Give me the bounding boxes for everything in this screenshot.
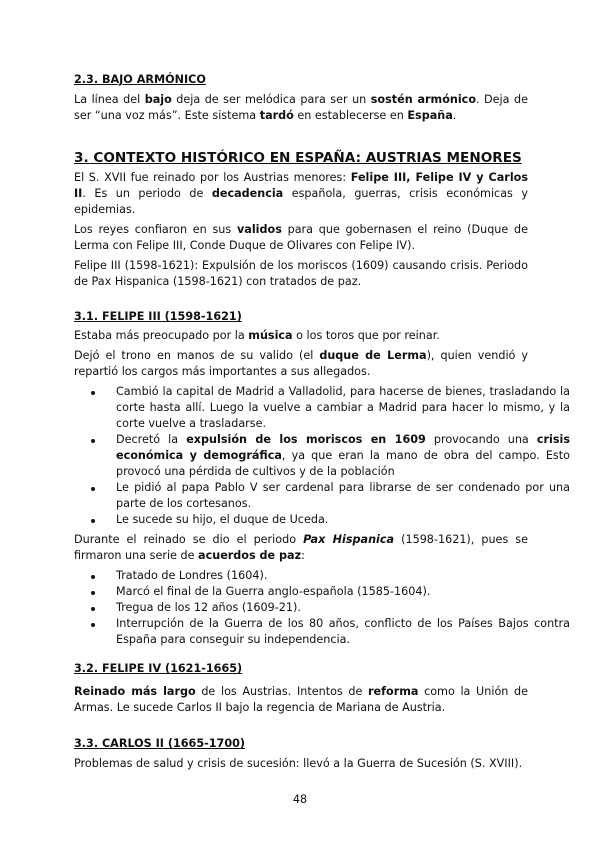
text-run: española, guerras, crisis económicas y epidemias. xyxy=(74,187,528,216)
emphasized-text: duque de Lerma xyxy=(319,349,427,362)
list-item xyxy=(116,432,570,480)
emphasized-text: acuerdos de paz xyxy=(198,549,302,562)
paragraph xyxy=(74,222,528,254)
paragraph xyxy=(74,92,528,124)
emphasized-text: música xyxy=(248,329,293,342)
emphasized-text: sostén armónico xyxy=(370,93,477,106)
text-run: Tratado de Londres (1604). xyxy=(116,569,268,582)
text-run: Los reyes confiaron en sus xyxy=(74,223,237,236)
emphasized-text: expulsión de los moriscos en 1609 xyxy=(186,433,426,446)
text-run: Le pidió al papa Pablo V ser cardenal para librarse de ser condenado por una parte de los cortesanos. xyxy=(116,481,570,510)
emphasized-text: Reinado más largo xyxy=(74,685,196,698)
text-run: . xyxy=(452,109,457,122)
text-run: en establecerse en xyxy=(293,109,408,122)
list-item xyxy=(116,600,570,616)
text-run: , ya que eran la mano de obra del campo. Esto provocó una pérdida de cultivos y de la población xyxy=(116,449,570,478)
text-run: o los toros que por reinar. xyxy=(292,329,440,342)
bullet-list xyxy=(74,384,570,528)
text-run: Estaba más preocupado por la xyxy=(74,329,249,342)
paragraph xyxy=(74,348,528,380)
emphasized-text: Pax Hispanica xyxy=(303,533,395,546)
text-run: Decretó la xyxy=(116,433,187,446)
text-run: Marcó el final de la Guerra anglo-española (1585-1604). xyxy=(116,585,431,598)
text-run: provocando una xyxy=(425,433,537,446)
paragraph xyxy=(74,756,528,772)
section-heading: 3.3. CARLOS II (1665-1700) xyxy=(74,737,246,750)
emphasized-text: validos xyxy=(236,223,282,236)
paragraph xyxy=(74,170,528,218)
paragraph xyxy=(74,684,528,716)
text-run: . Deja de ser “una voz más”. Este sistema xyxy=(74,93,528,122)
emphasized-text: bajo xyxy=(144,93,172,106)
section-heading: 3.1. FELIPE III (1598-1621) xyxy=(74,310,242,323)
paragraph xyxy=(74,328,528,344)
text-run: como la Unión de Armas. Le sucede Carlos II bajo la regencia de Mariana de Austria. xyxy=(74,685,529,714)
list-item xyxy=(116,616,570,648)
emphasized-text: España xyxy=(407,109,453,122)
text-run: Interrupción de la Guerra de los 80 años, conflicto de los Países Bajos contra España para conseguir su independencia. xyxy=(116,617,570,646)
page-number: 48 xyxy=(292,793,308,806)
text-run: Problemas de salud y crisis de sucesión: llevó a la Guerra de Sucesión (S. XVIII). xyxy=(74,757,523,770)
text-run: El S. XVII fue reinado por los Austrias menores: xyxy=(74,171,351,184)
bullet-list xyxy=(74,568,570,648)
text-run: La línea del xyxy=(74,93,145,106)
list-item xyxy=(116,568,570,584)
list-item xyxy=(116,512,570,528)
emphasized-text: tardó xyxy=(259,109,294,122)
emphasized-text: decadencia xyxy=(211,187,284,200)
list-item xyxy=(116,584,570,600)
text-run: deja de ser melódica para ser un xyxy=(171,93,371,106)
text-run: ), quien vendió y repartió los cargos más importantes a sus allegados. xyxy=(74,349,529,378)
paragraph xyxy=(74,258,528,290)
emphasized-text: Felipe III, Felipe IV y Carlos II xyxy=(74,171,528,200)
text-run: : xyxy=(301,549,305,562)
text-run: Durante el reinado se dio el periodo xyxy=(74,533,304,546)
text-run: (1598-1621), pues se firmaron una serie de xyxy=(74,533,528,562)
section-heading: 2.3. BAJO ARMÓNICO xyxy=(74,73,206,86)
text-run: Dejó el trono en manos de su valido (el xyxy=(74,349,320,362)
section-heading: 3.2. FELIPE IV (1621-1665) xyxy=(74,662,243,675)
list-item xyxy=(116,384,570,432)
list-item xyxy=(116,480,570,512)
text-run: Cambió la capital de Madrid a Valladolid, para hacerse de bienes, trasladando la corte hasta allí. Luego la vuelve a cambiar a Madrid para hacer lo mismo, y la corte vuelve a trasladarse. xyxy=(116,385,570,430)
text-run: . Es un periodo de xyxy=(82,187,212,200)
emphasized-text: crisis económica y demográfica xyxy=(116,433,570,462)
emphasized-text: reforma xyxy=(368,685,419,698)
text-run: Le sucede su hijo, el duque de Uceda. xyxy=(116,513,329,526)
paragraph xyxy=(74,532,528,564)
text-run: Felipe III (1598-1621): Expulsión de los moriscos (1609) causando crisis. Periodo de Pax Hispanica (1598-1621) con tratados de paz. xyxy=(74,259,528,288)
text-run: de los Austrias. Intentos de xyxy=(195,685,369,698)
text-run: Tregua de los 12 años (1609-21). xyxy=(116,601,301,614)
section-heading: 3. CONTEXTO HISTÓRICO EN ESPAÑA: AUSTRIAS MENORES xyxy=(74,150,522,166)
text-run: para que gobernasen el reino (Duque de Lerma con Felipe III, Conde Duque de Olivares con Felipe IV). xyxy=(74,223,528,252)
